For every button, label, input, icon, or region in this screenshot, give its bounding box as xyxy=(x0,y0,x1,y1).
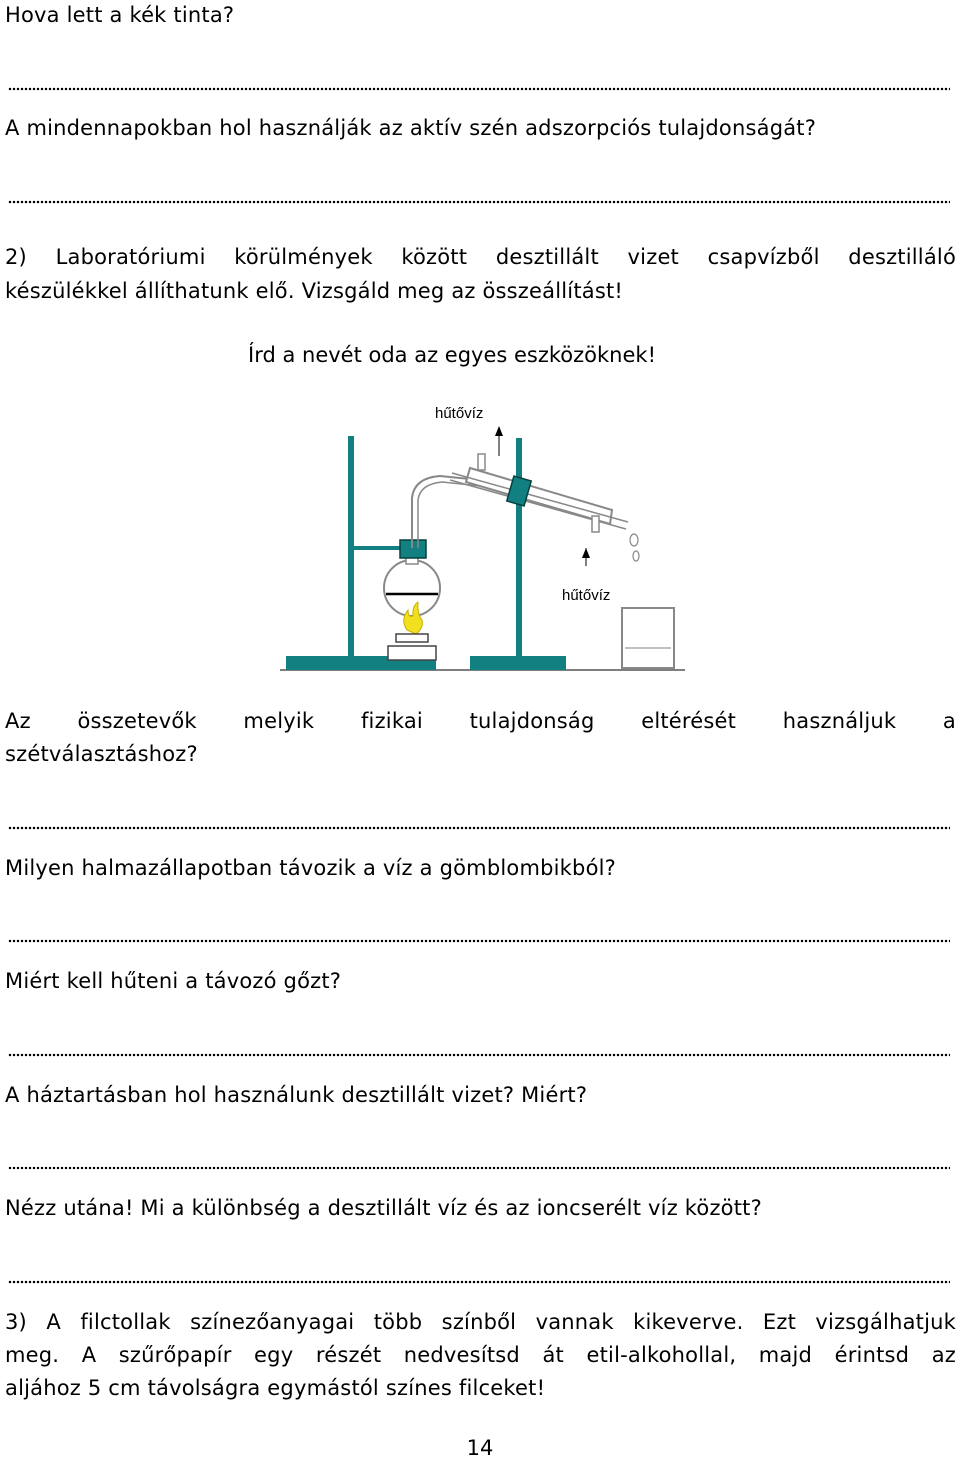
question-cooling: Miért kell hűteni a távozó gőzt? xyxy=(5,969,342,993)
question-property-line2: szétválasztáshoz? xyxy=(5,742,198,766)
page-number: 14 xyxy=(466,1436,494,1460)
task3-line1: 3) A filctollak színezőanyagai több színből vannak kikeverve. Ezt vizsgálhatjuk xyxy=(5,1310,956,1334)
question-state: Milyen halmazállapotban távozik a víz a gömblombikból? xyxy=(5,856,616,880)
answer-line xyxy=(8,1166,950,1170)
question-property-line1: Az összetevők melyik fizikai tulajdonság eltérését használjuk a xyxy=(5,709,956,733)
answer-line xyxy=(8,200,950,204)
label-coolant-top: hűtővíz xyxy=(435,405,484,422)
answer-line xyxy=(8,939,950,943)
flask-clamp-arm xyxy=(354,546,406,550)
answer-line xyxy=(8,87,950,91)
receiving-beaker xyxy=(622,608,674,668)
question-ink: Hova lett a kék tinta? xyxy=(5,3,235,27)
left-stand-rod xyxy=(348,436,354,656)
answer-line xyxy=(8,1280,950,1284)
drop xyxy=(633,551,639,561)
question-activated-carbon: A mindennapokban hol használják az aktív szén adszorpciós tulajdonságát? xyxy=(5,116,817,140)
label-coolant-bottom: hűtővíz xyxy=(562,587,611,604)
task2-line2: készülékkel állíthatunk elő. Vizsgáld meg az összeállítást! xyxy=(5,279,624,303)
liebig-condenser xyxy=(450,454,628,532)
distillation-apparatus-figure xyxy=(280,398,690,678)
right-stand-base xyxy=(470,656,566,670)
burner-top xyxy=(396,634,428,642)
question-difference: Nézz utána! Mi a különbség a desztillált víz és az ioncserélt víz között? xyxy=(5,1196,762,1220)
instruction-label-apparatus: Írd a nevét oda az egyes eszközöknek! xyxy=(248,343,656,367)
burner-body xyxy=(388,646,436,660)
answer-line xyxy=(8,826,950,830)
round-bottom-flask xyxy=(384,560,440,616)
task3-line3: aljához 5 cm távolságra egymástól színes filceket! xyxy=(5,1376,546,1400)
task2-line1: 2) Laboratóriumi körülmények között desztillált vizet csapvízből desztilláló xyxy=(5,245,956,269)
drop xyxy=(630,534,638,546)
right-stand-rod xyxy=(516,438,522,656)
answer-line xyxy=(8,1053,950,1057)
task3-line2: meg. A szűrőpapír egy részét nedvesítsd át etil-alkohollal, majd érintsd az xyxy=(5,1343,956,1367)
question-household: A háztartásban hol használunk desztillált vizet? Miért? xyxy=(5,1083,588,1107)
